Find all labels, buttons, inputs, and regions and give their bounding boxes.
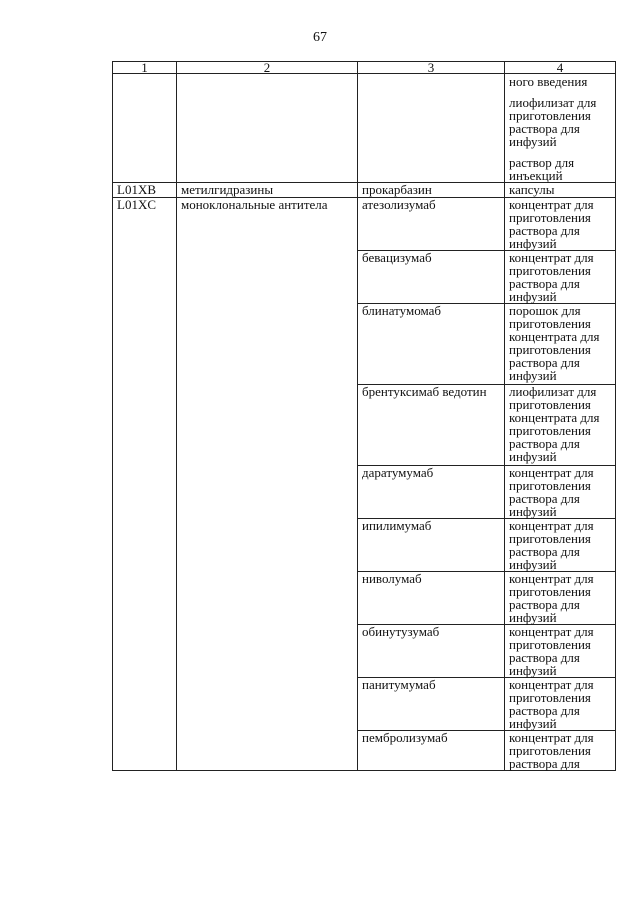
dosage-form-item: ного введения [509,74,588,89]
dosage-form-cell: концентрат для приготовления раствора для инфузий [505,251,616,304]
dosage-form-cell: капсулы [505,183,616,198]
code-cell [113,74,177,183]
dosage-form-item: раствор для инъекций [509,155,575,183]
atc-code-cell: L01XC [113,198,177,771]
inn-cell: пембролизумаб [358,731,505,771]
dosage-form-cell: концентрат для приготовления раствора для инфузий [505,625,616,678]
header-col-1: 1 [113,62,177,74]
inn-cell: панитумумаб [358,678,505,731]
dosage-form-cell: порошок для приготовления концентрата для приготовления раствора для инфузий [505,304,616,385]
drug-list-table [112,61,616,771]
inn-cell: блинатумомаб [358,304,505,385]
inn-cell [358,74,505,183]
group-cell [177,74,358,183]
inn-cell: обинутузумаб [358,625,505,678]
dosage-form-cell: концентрат для приготовления раствора для инфузий [505,519,616,572]
dosage-form-cell: концентрат для приготовления раствора для инфузий [505,198,616,251]
group-name-cell: метилгидразины [177,183,358,198]
dosage-form-cell [505,74,616,183]
inn-cell: атезолизумаб [358,198,505,251]
header-col-2: 2 [177,62,358,74]
dosage-form-item: лиофилизат для приготовления раствора для инфузий [509,95,597,149]
header-col-3: 3 [358,62,505,74]
inn-cell: ниволумаб [358,572,505,625]
inn-cell: прокарбазин [358,183,505,198]
table-row-l01xb [113,183,616,198]
inn-cell: брентуксимаб ведотин [358,385,505,466]
group-name-cell: моноклональные антитела [177,198,358,771]
inn-cell: бевацизумаб [358,251,505,304]
page-number: 67 [313,30,327,45]
atc-code-cell: L01XB [113,183,177,198]
dosage-form-cell: концентрат для приготовления раствора для инфузий [505,572,616,625]
header-row [113,62,616,74]
dosage-form-cell: концентрат для приготовления раствора для [505,731,616,771]
inn-cell: ипилимумаб [358,519,505,572]
dosage-form-cell: концентрат для приготовления раствора для инфузий [505,466,616,519]
table-row-continued [113,74,616,183]
dosage-form-cell: лиофилизат для приготовления концентрата для приготовления раствора для инфузий [505,385,616,466]
dosage-form-cell: концентрат для приготовления раствора для инфузий [505,678,616,731]
inn-cell: даратумумаб [358,466,505,519]
table-row-l01xc-drug [113,198,616,251]
table-header [113,62,616,74]
header-col-4: 4 [505,62,616,74]
